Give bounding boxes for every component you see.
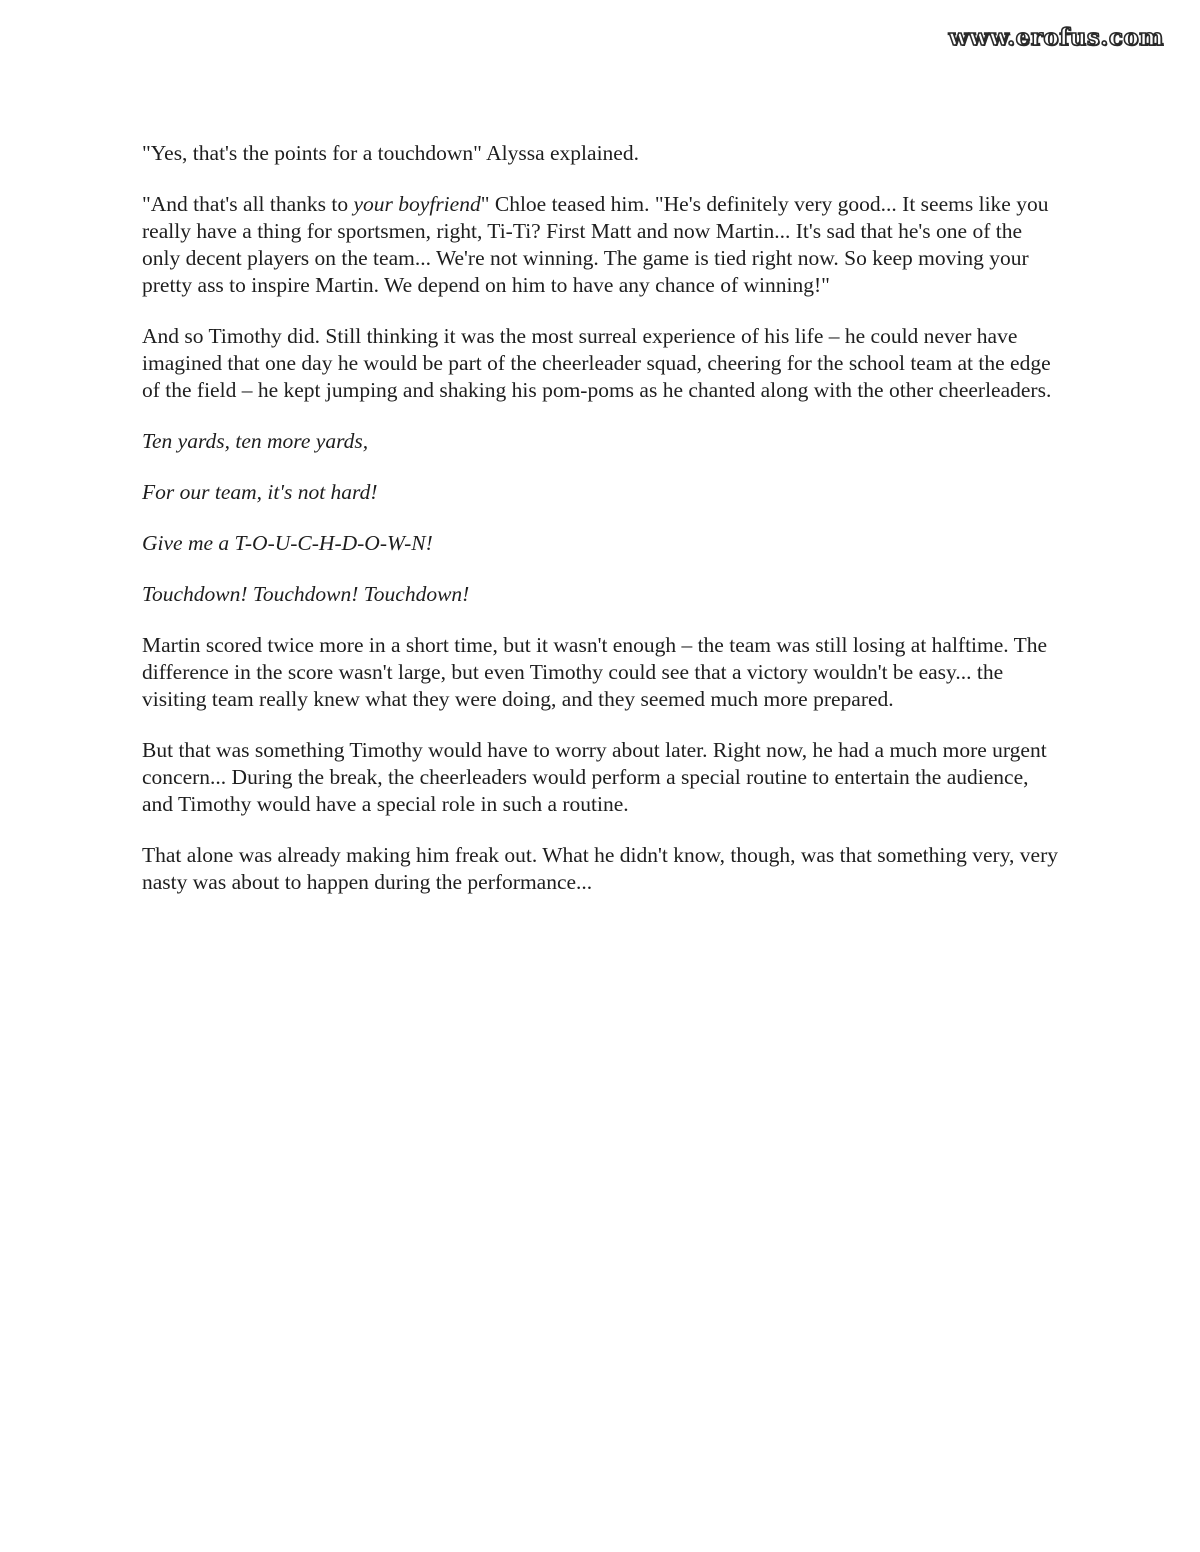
paragraph-2-emphasis: your boyfriend	[353, 192, 481, 216]
paragraph-5: But that was something Timothy would have to worry about later. Right now, he had a much more urgent concern... During the break, the cheerleaders would perform a special routine to entertain the audience, and Timothy would have a special role in such a routine.	[142, 738, 1047, 816]
paragraph-4: Martin scored twice more in a short time, but it wasn't enough – the team was still losing at halftime. The difference in the score wasn't large, but even Timothy could see that a victory wouldn't be easy... the visiting team really knew what they were doing, and they seemed much more prepared.	[142, 633, 1048, 711]
chant-line-1: Ten yards, ten more yards,	[142, 429, 369, 453]
paragraph-3: And so Timothy did. Still thinking it was the most surreal experience of his life – he could never have imagined that one day he would be part of the cheerleader squad, cheering for the school team at the edge of the field – he kept jumping and shaking his pom-poms as he chanted along with the other cheerleaders.	[142, 324, 1052, 402]
paragraph-2	[142, 191, 1062, 299]
chant-line-3: Give me a T-O-U-C-H-D-O-W-N!	[142, 531, 433, 555]
chant-line-4: Touchdown! Touchdown! Touchdown!	[142, 582, 470, 606]
document-body	[142, 140, 1062, 920]
paragraph-2-end: " Chloe teased him. "He's definitely very good... It seems like you really have a thing for sportsmen, right, Ti-Ti? First Matt and now Martin... It's sad that he's one of the only decent players on the team... We're not winning. The game is tied right now. So keep moving your pretty ass to inspire Martin. We depend on him to have any chance of winning!"	[142, 192, 1049, 297]
paragraph-6: That alone was already making him freak out. What he didn't know, though, was that something very, very nasty was about to happen during the performance...	[142, 843, 1058, 894]
paragraph-2-start: "And that's all thanks to	[142, 192, 354, 216]
site-watermark: www.erofus.com	[948, 24, 1164, 51]
chant-line-2: For our team, it's not hard!	[142, 480, 378, 504]
paragraph-1: "Yes, that's the points for a touchdown" Alyssa explained.	[142, 141, 639, 165]
